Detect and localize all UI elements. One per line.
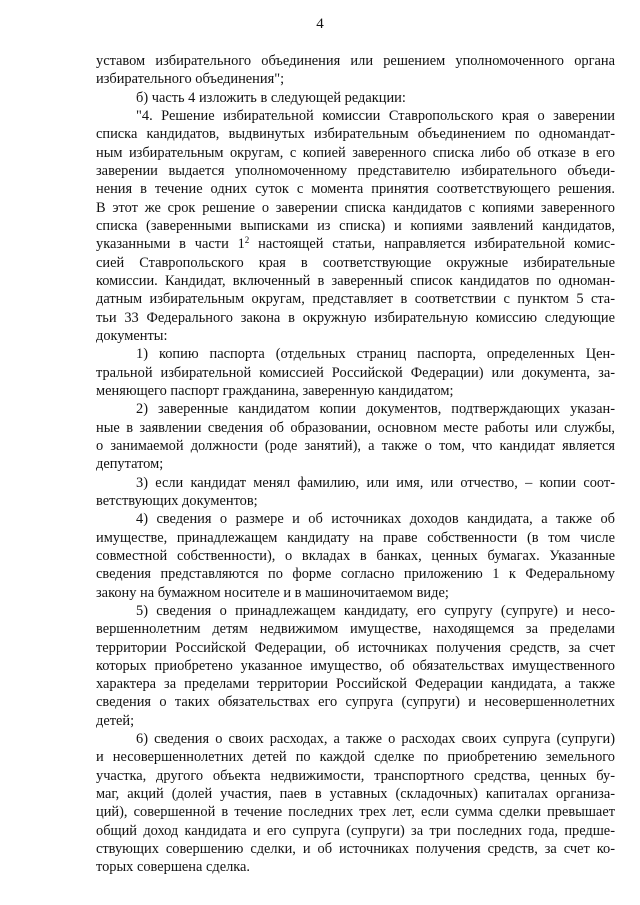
text-line-content: территории Российской Федерации, об источниках получения средств, за счет [96, 639, 615, 656]
text-line-content: и несовершеннолетних детей по каждой сделке по приобретению земельного [96, 749, 615, 766]
text-line-content: общий доход кандидата и его супруга (супруги) за три последних года, предше- [96, 822, 615, 839]
text-line [96, 547, 615, 565]
text-line [96, 89, 615, 107]
text-line [96, 785, 615, 803]
text-line [96, 492, 615, 510]
text-line-content: 5) сведения о принадлежащем кандидату, его супругу (супруге) и несо- [136, 602, 615, 619]
text-line-content: 3) если кандидат менял фамилию, или имя, или отчество, – копии соот- [136, 474, 615, 491]
text-line-content: списка (заверенными выписками из списка) и копиями заявлений кандидатов, [96, 217, 615, 234]
text-line-content: вершеннолетним детям недвижимом имуществе, находящемся за пределами [96, 621, 615, 638]
text-line [96, 199, 615, 217]
text-line-content: 1) копию паспорта (отдельных страниц паспорта, определенных Цен- [136, 346, 615, 363]
text-line [96, 382, 615, 400]
text-line-content: ветствующих документов; [96, 492, 258, 509]
text-line-content: избирательного объединения"; [96, 71, 285, 88]
text-line [96, 602, 615, 620]
text-line-content: уставом избирательного объединения или решением уполномоченного органа [96, 53, 615, 69]
text-line [96, 144, 615, 162]
text-line-content: детей; [96, 712, 135, 729]
text-line-content: депутатом; [96, 456, 164, 473]
text-line [96, 455, 615, 473]
text-line-content: ным избирательным округам, с копией заверенного списка либо об отказе в его [96, 144, 615, 161]
text-line-content: сией Ставропольского края в соответствующие окружные избирательные [96, 254, 615, 271]
text-line [96, 235, 615, 253]
text-line-content: 4) сведения о размере и об источниках доходов кандидата, а также об [136, 511, 615, 528]
text-line [96, 474, 615, 492]
text-line [96, 858, 615, 876]
text-line [96, 327, 615, 345]
text-line-content: сведения представляются по форме согласно приложению 1 к Федеральному [96, 566, 615, 583]
text-line-content: тьи 33 Федерального закона в окружную избирательную комиссию следующие [96, 309, 615, 326]
text-line-content: меняющего паспорт гражданина, заверенную кандидатом; [96, 382, 454, 399]
text-line [96, 730, 615, 748]
text-line-content: В этот же срок решение о заверении списка кандидатов с копиями заверенного [96, 199, 615, 216]
text-line-content: "4. Решение избирательной комиссии Ставропольского края о заверении [136, 107, 615, 124]
text-line-content: настоящей статьи, направляется избирательной комис- [249, 236, 616, 253]
text-line [96, 748, 615, 766]
text-line [96, 52, 615, 70]
text-line [96, 675, 615, 693]
text-line [96, 107, 615, 125]
text-line [96, 217, 615, 235]
text-line-content: ные в заявлении сведения об образовании, основном месте работы или службы, [96, 419, 615, 436]
text-line-content: участка, другого объекта недвижимости, транспортного средства, ценных бу- [96, 767, 615, 784]
text-line-content: указанными в части 1 [96, 236, 245, 253]
text-line [96, 400, 615, 418]
text-line-content: торых совершена сделка. [96, 859, 251, 876]
text-line [96, 272, 615, 290]
text-line [96, 510, 615, 528]
text-line-content: закону на бумажном носителе и в машиночитаемом виде; [96, 584, 449, 601]
text-line [96, 657, 615, 675]
text-line [96, 70, 615, 88]
text-line [96, 584, 615, 602]
text-line-content: совместной собственности), о вкладах в банках, ценных бумагах. Указанные [96, 547, 615, 564]
text-line [96, 345, 615, 363]
text-line [96, 639, 615, 657]
text-line [96, 125, 615, 143]
text-line-content: которых приобретено указанное имущество, об обязательствах имущественного [96, 657, 615, 674]
text-line [96, 180, 615, 198]
text-line [96, 162, 615, 180]
text-line-content: списка кандидатов, выдвинутых избирательным объединением по одномандат- [96, 126, 615, 143]
text-line [96, 693, 615, 711]
text-line [96, 767, 615, 785]
text-line [96, 419, 615, 437]
text-line-content: характера за пределами территории Российской Федерации кандидата, а также [96, 676, 615, 693]
text-line [96, 364, 615, 382]
text-line [96, 620, 615, 638]
text-line [96, 712, 615, 730]
text-line [96, 840, 615, 858]
text-line-content: о занимаемой должности (роде занятий), а также о том, что кандидат является [96, 437, 615, 454]
text-line [96, 254, 615, 272]
text-line-content: имуществе, принадлежащем кандидату на праве собственности (в том числе [96, 529, 615, 546]
text-line [96, 803, 615, 821]
page-number: 4 [316, 16, 324, 32]
text-line [96, 529, 615, 547]
superscript: 2 [244, 235, 250, 246]
text-line [96, 437, 615, 455]
text-line-content: маг, акций (долей участия, паев в уставных (складочных) капиталах организа- [96, 786, 615, 803]
text-line [96, 290, 615, 308]
text-line [96, 565, 615, 583]
text-line-content: б) часть 4 изложить в следующей редакции: [136, 89, 406, 106]
text-line-content: ций), совершенной в течение последних трех лет, если сумма сделки превышает [96, 804, 615, 821]
text-line-content: датным избирательным округам, представляет в соответствии с пунктом 5 ста- [96, 291, 615, 308]
text-line-content: заверении выдается уполномоченному представителю избирательного объеди- [96, 162, 615, 179]
text-line-content: сведения о таких обязательствах его супруга (супруги) и несовершеннолетних [96, 694, 615, 711]
text-line-content: нения в течение одних суток с момента принятия соответствующего решения. [96, 181, 615, 198]
text-line-content: документы: [96, 327, 168, 344]
text-line-content: тральной избирательной комиссией Российской Федерации) или документа, за- [96, 364, 615, 381]
text-line-content: ствующих совершению сделки, и об источниках получения средств, за счет ко- [96, 841, 615, 858]
text-line-content: 2) заверенные кандидатом копии документов, подтверждающих указан- [136, 401, 615, 418]
text-line-content: 6) сведения о своих расходах, а также о расходах своих супруга (супруги) [136, 731, 615, 748]
text-line [96, 309, 615, 327]
text-line [96, 822, 615, 840]
text-line-content: комиссии. Кандидат, включенный в заверенный список кандидатов по одноман- [96, 272, 615, 289]
document-body [96, 52, 615, 877]
